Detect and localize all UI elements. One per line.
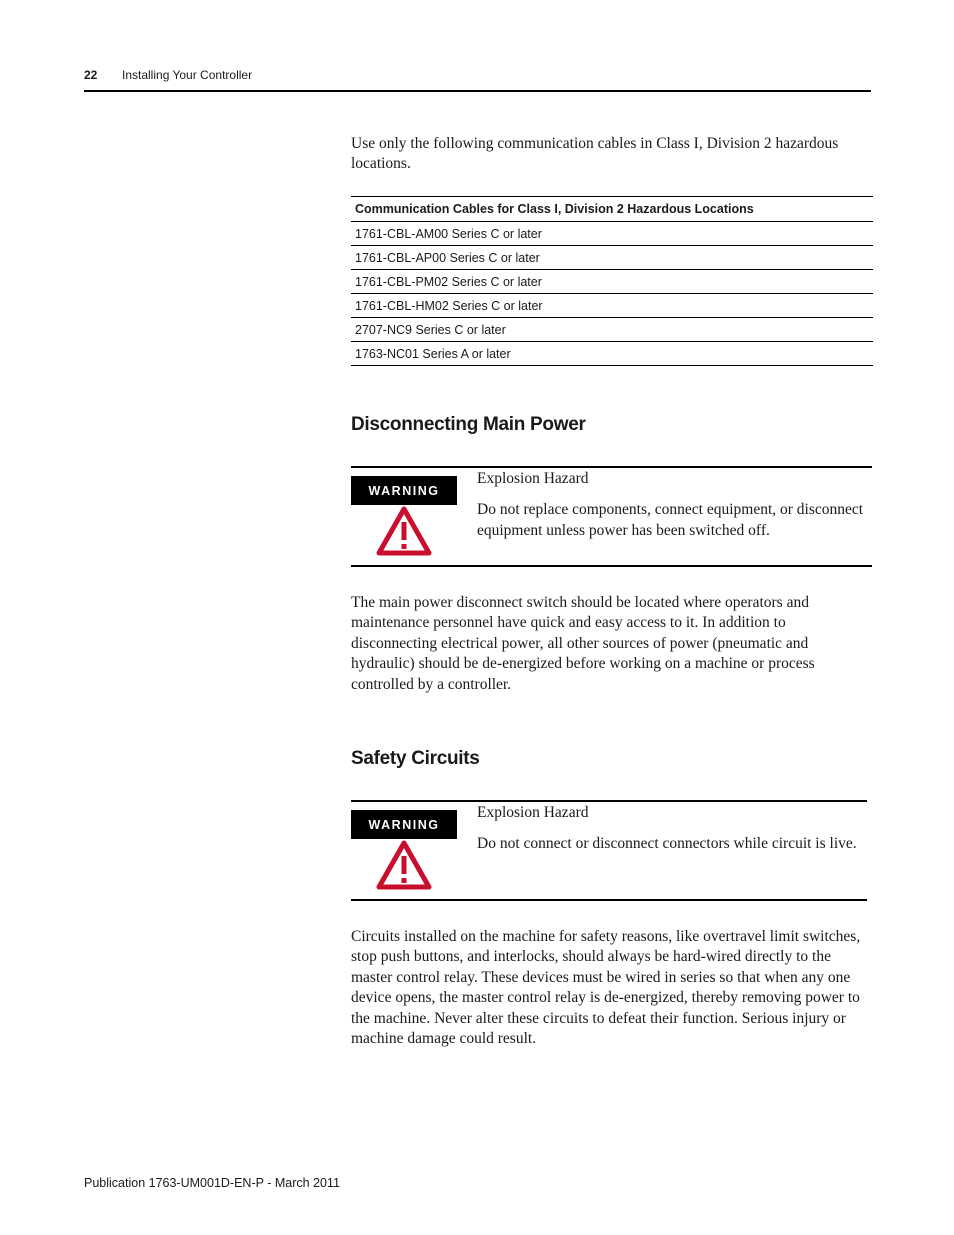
header-title: Installing Your Controller	[122, 68, 253, 82]
table-row	[351, 222, 873, 246]
table-cell: 2707-NC9 Series C or later	[351, 318, 873, 342]
table-cell: 1763-NC01 Series A or later	[351, 342, 873, 366]
warning-title: Explosion Hazard	[477, 804, 589, 821]
intro-paragraph: Use only the following communication cables in Class I, Division 2 hazardous locations.	[351, 135, 839, 173]
table-cell: 1761-CBL-PM02 Series C or later	[351, 270, 873, 294]
section-heading-safety-circuits: Safety Circuits	[351, 748, 480, 769]
table-cell: 1761-CBL-AP00 Series C or later	[351, 246, 873, 270]
warning-text: Do not replace components, connect equipment, or disconnect equipment unless power has been switched off.	[477, 501, 864, 539]
table-row	[351, 318, 873, 342]
table-row	[351, 342, 873, 366]
body-paragraph-main-power: The main power disconnect switch should be located where operators and maintenance personnel have quick and easy access to it. In addition to disconnecting electrical power, all other sources of power (pneumatic and hydraulic) should be de-energized before working on a machine or process controlled by a controller.	[351, 594, 815, 693]
page-number: 22	[84, 68, 98, 82]
warning-box	[351, 466, 872, 567]
page-footer: Publication 1763-UM001D-EN-P - March 2011	[84, 1176, 340, 1190]
hazard-triangle-icon	[376, 506, 432, 556]
body-paragraph-safety-circuits: Circuits installed on the machine for safety reasons, like overtravel limit switches, stop push buttons, and interlocks, should always be hard-wired directly to the master control relay. These devices must be wired in series so that when any one device opens, the master control relay is de-energized, thereby removing power to the machine. Never alter these circuits to defeat their function. Serious injury or machine damage could result.	[351, 928, 861, 1048]
warning-title: Explosion Hazard	[477, 470, 589, 487]
table-cell: 1761-CBL-HM02 Series C or later	[351, 294, 873, 318]
warning-label: WARNING	[351, 476, 457, 505]
page-header	[84, 66, 871, 92]
warning-box	[351, 800, 867, 901]
hazard-triangle-icon	[376, 840, 432, 890]
cable-table-header: Communication Cables for Class I, Division 2 Hazardous Locations	[351, 197, 873, 222]
warning-label: WARNING	[351, 810, 457, 839]
table-row	[351, 270, 873, 294]
warning-text: Do not connect or disconnect connectors while circuit is live.	[477, 835, 857, 852]
cable-table	[351, 196, 873, 366]
section-heading-disconnecting-main-power: Disconnecting Main Power	[351, 414, 586, 435]
table-row	[351, 246, 873, 270]
table-row	[351, 294, 873, 318]
table-cell: 1761-CBL-AM00 Series C or later	[351, 222, 873, 246]
